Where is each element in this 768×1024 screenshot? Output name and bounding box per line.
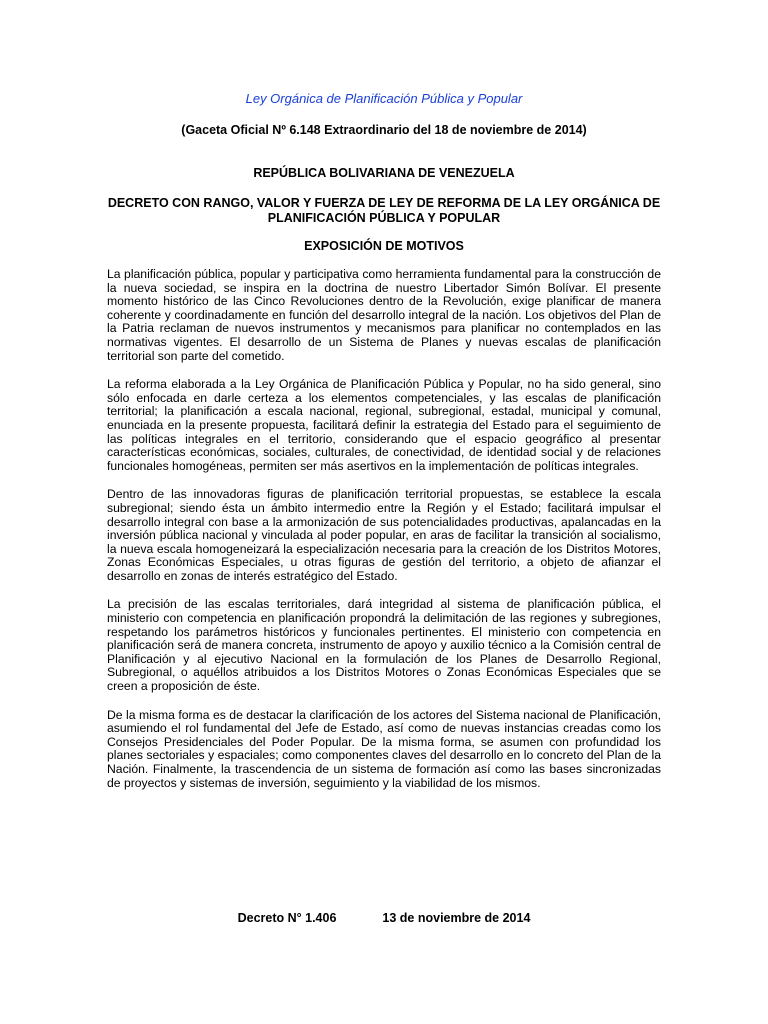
republic-heading: REPÚBLICA BOLIVARIANA DE VENEZUELA xyxy=(253,166,515,180)
decree-number: Decreto N° 1.406 xyxy=(237,911,337,925)
section-heading-exposicion: EXPOSICIÓN DE MOTIVOS xyxy=(304,239,464,253)
paragraph-2: La reforma elaborada a la Ley Orgánica de Planificación Pública y Popular, no ha sido general, sino sólo enfocada en darle certeza a los elementos competenciales, y las escalas de planificación territorial; la planificación a escala nacional, regional, subregional, estadal, municipal y comunal, enunciada en la presente propuesta, facilitará definir la estrategia del Estado para el seguimiento de las políticas integrales en el territorio, considerando que el espacio geográfico al presentar características económicas, sociales, culturales, de conectividad, de identidad social y de relaciones funcionales homogéneas, permiten ser más asertivos en la implementación de políticas integrales. xyxy=(107,377,661,473)
gaceta-reference: (Gaceta Oficial Nº 6.148 Extraordinario del 18 de noviembre de 2014) xyxy=(181,123,587,137)
paragraph-5: De la misma forma es de destacar la clarificación de los actores del Sistema nacional de Planificación, asumiendo el rol fundamental del Jefe de Estado, así como de nuevas instancias creadas como los Consejos Presidenciales del Poder Popular. De la misma forma, se asumen con profundidad los planes sectoriales y espaciales; como componentes claves del desarrollo en lo concreto del Plan de la Nación. Finalmente, la trascendencia de un sistema de formación así como las bases sincronizadas de proyectos y sistemas de inversión, seguimiento y la viabilidad de los mismos. xyxy=(107,707,661,790)
decree-footer xyxy=(0,910,768,926)
paragraph-1: La planificación pública, popular y participativa como herramienta fundamental para la construcción de la nueva sociedad, se inspira en la doctrina de nuestro Libertador Simón Bolívar. El presente momento histórico de las Cinco Revoluciones dentro de la Revolución, exige planificar de manera coherente y coordinadamente en función del desarrollo integral de la nación. Los objetivos del Plan de la Patria reclaman de nuevos instrumentos y mecanismos para planificar no contemplados en las normativas vigentes. El desarrollo de un Sistema de Planes y nuevas escalas de planificación territorial son parte del cometido. xyxy=(107,267,661,363)
document-body xyxy=(107,268,661,805)
decree-date: 13 de noviembre de 2014 xyxy=(382,911,531,925)
paragraph-3: Dentro de las innovadoras figuras de planificación territorial propuestas, se establece la escala subregional; siendo ésta un ámbito intermedio entre la Región y el Estado; facilitará impulsar el desarrollo integral con base a la armonización de sus potencialidades productivas, apalancadas en la inversión pública nacional y vinculada al poder popular, en aras de facilitar la transición al socialismo, la nueva escala homogeneizará la especialización necesaria para la creación de los Distritos Motores, Zonas Económicas Especiales, u otras figuras de gestión del territorio, a objeto de afianzar el desarrollo en zonas de interés estratégico del Estado. xyxy=(107,487,661,583)
law-title-link[interactable]: Ley Orgánica de Planificación Pública y Popular xyxy=(245,91,523,106)
paragraph-4: La precisión de las escalas territoriales, dará integridad al sistema de planificación pública, el ministerio con competencia en planificación propondrá la delimitación de las regiones y subregiones, respetando los parámetros históricos y funcionales pertinentes. El ministerio con competencia en planificación será de manera concreta, instrumento de apoyo y auxilio técnico a la Comisión central de Planificación y al ejecutivo Nacional en la formulación de los Planes de Desarrollo Regional, Subregional, o aquéllos atribuidos a los Distritos Motores o Zonas Económicas Especiales que se creen a proposición de éste. xyxy=(107,597,661,694)
decree-title: DECRETO CON RANGO, VALOR Y FUERZA DE LEY DE REFORMA DE LA LEY ORGÁNICA DE PLANIFICACIÓN PÚBLICA Y POPULAR xyxy=(107,196,661,225)
